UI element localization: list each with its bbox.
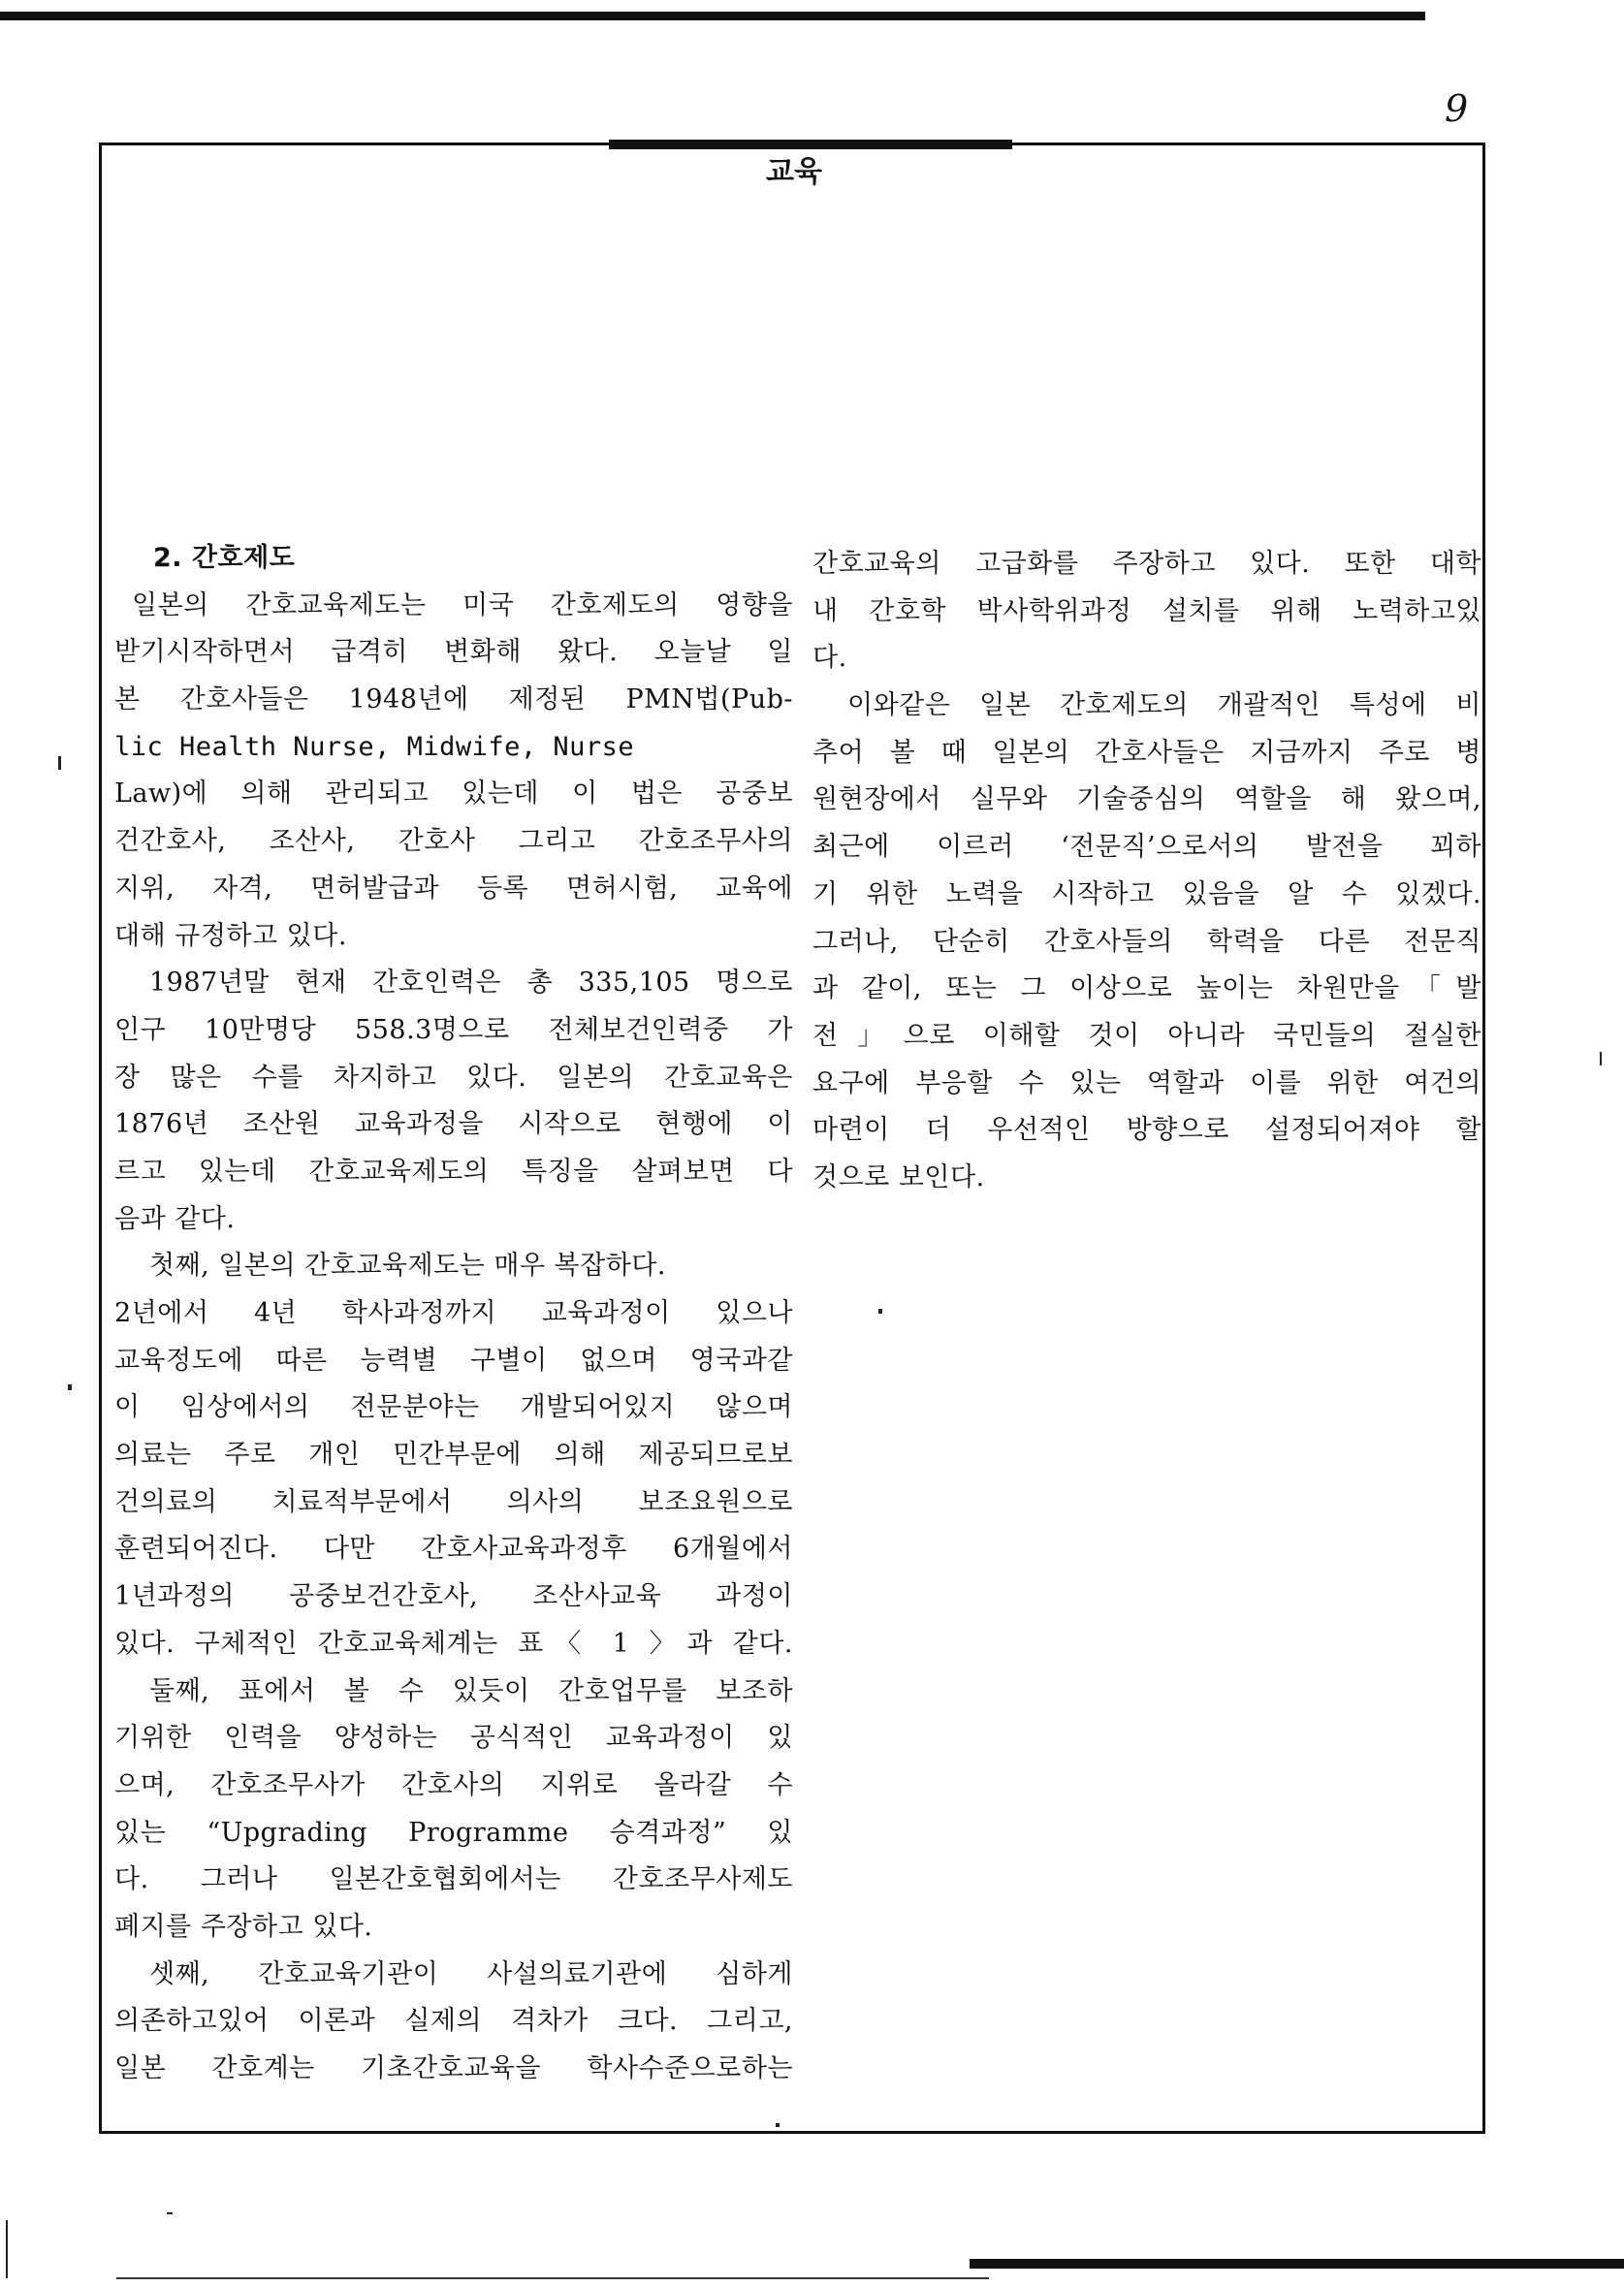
paragraph-line: 과 같이, 또는 그 이상으로 높이는 차원만을「발 [812, 973, 1481, 1004]
paragraph-line: lic Health Nurse, Midwife, Nurse [114, 731, 635, 762]
left-column [114, 535, 793, 2093]
paragraph-line: 요구에 부응할 수 있는 역할과 이를 위한 여건의 [812, 1067, 1481, 1098]
paragraph-line: 교육정도에 따른 능력별 구별이 없으며 영국과같 [114, 1345, 793, 1376]
bottom-thin-rule [116, 2277, 989, 2279]
paragraph-line: 건의료의 치료적부문에서 의사의 보조요원으로 [114, 1486, 793, 1517]
paragraph-line: 의존하고있어 이론과 실제의 격차가 크다. 그리고, [114, 2006, 793, 2037]
scan-speck [878, 1309, 882, 1314]
paragraph-line: 마련이 더 우선적인 방향으로 설정되어져야 할 [812, 1115, 1481, 1146]
paragraph-line: 그러나, 단순히 간호사들의 학력을 다른 전문직 [812, 926, 1481, 957]
paragraph-line: 추어 볼 때 일본의 간호사들은 지금까지 주로 병 [812, 737, 1481, 768]
paragraph-line: 음과 같다. [114, 1203, 236, 1234]
paragraph-line: 기 위한 노력을 시작하고 있음을 알 수 있겠다. [812, 878, 1481, 909]
frame-header-tab [609, 140, 1012, 149]
paragraph-line: 둘째, 표에서 볼 수 있듯이 간호업무를 보조하 [149, 1675, 793, 1706]
paragraph-line: 다. [812, 643, 847, 674]
paragraph-line: 받기시작하면서 급격히 변화해 왔다. 오늘날 일 [114, 637, 793, 668]
scan-speck [6, 2220, 8, 2278]
paragraph-line: 건간호사, 조산사, 간호사 그리고 간호조무사의 [114, 826, 793, 857]
paragraph-line: 훈련되어진다. 다만 간호사교육과정후 6개월에서 [114, 1534, 793, 1565]
paragraph-line: 지위, 자격, 면허발급과 등록 면허시험, 교육에 [114, 873, 793, 904]
paragraph-line: Law)에 의해 관리되고 있는데 이 법은 공중보 [114, 778, 793, 810]
paragraph-line: 간호교육의 고급화를 주장하고 있다. 또한 대학 [812, 549, 1481, 579]
paragraph-line: 이 임상에서의 전문분야는 개발되어있지 않으며 [114, 1392, 793, 1423]
paragraph-line: 으며, 간호조무사가 간호사의 지위로 올라갈 수 [114, 1769, 793, 1800]
paragraph-line: 전」으로 이해할 것이 아니라 국민들의 절실한 [812, 1020, 1481, 1051]
paragraph-line: 것으로 보인다. [812, 1161, 985, 1192]
right-column [812, 541, 1481, 1202]
paragraph-line: 첫째, 일본의 간호교육제도는 매우 복잡하다. [149, 1251, 666, 1282]
paragraph-line: 장 많은 수를 차지하고 있다. 일본의 간호교육은 [114, 1062, 793, 1093]
paragraph-line: 셋째, 간호교육기관이 사설의료기관에 심하게 [149, 1958, 793, 1989]
scan-speck [776, 2123, 780, 2127]
paragraph-line: 대해 규정하고 있다. [114, 920, 347, 951]
scan-speck [58, 756, 61, 770]
top-rule [0, 12, 1425, 20]
paragraph-line: 2년에서 4년 학사과정까지 교육과정이 있으나 [114, 1298, 793, 1328]
paragraph-line: 본 간호사들은 1948년에 제정된 PMN법(Pub- [114, 684, 793, 715]
paragraph-line: 내 간호학 박사학위과정 설치를 위해 노력하고있 [812, 595, 1481, 626]
section-heading: 2. 간호제도 [153, 543, 296, 573]
paragraph-line: 폐지를 주장하고 있다. [114, 1911, 373, 1942]
section-label: 교육 [766, 155, 822, 189]
paragraph-line: 이와같은 일본 간호제도의 개괄적인 특성에 비 [847, 690, 1481, 721]
paragraph-line: 원현장에서 실무와 기술중심의 역할을 해 왔으며, [812, 784, 1481, 815]
paragraph-line: 르고 있는데 간호교육제도의 특징을 살펴보면 다 [114, 1156, 793, 1187]
paragraph-line: 인구 10만명당 558.3명으로 전체보건인력중 가 [114, 1014, 793, 1045]
paragraph-line: 있는 “Upgrading Programme 승격과정” 있 [114, 1817, 793, 1848]
paragraph-line: 일본 간호계는 기초간호교육을 학사수준으로하는 [114, 2053, 793, 2083]
paragraph-line: 1987년말 현재 간호인력은 총 335,105 명으로 [149, 968, 793, 999]
paragraph-line: 일본의 간호교육제도는 미국 간호제도의 영향을 [132, 589, 793, 620]
paragraph-line: 기위한 인력을 양성하는 공식적인 교육과정이 있 [114, 1723, 793, 1754]
paragraph-line: 있다. 구체적인 간호교육체계는 표〈 1 〉과 같다. [114, 1628, 793, 1659]
page-number: 9 [1445, 87, 1469, 130]
scan-speck [167, 2212, 173, 2214]
paragraph-line: 1년과정의 공중보건간호사, 조산사교육 과정이 [114, 1581, 793, 1612]
paragraph-line: 의료는 주로 개인 민간부문에 의해 제공되므로보 [114, 1440, 793, 1471]
paragraph-line: 최근에 이르러 ‘전문직’으로서의 발전을 꾀하 [812, 832, 1481, 863]
paragraph-line: 1876년 조산원 교육과정을 시작으로 현행에 이 [114, 1109, 793, 1140]
scan-speck [68, 1384, 72, 1390]
bottom-rule [970, 2259, 1624, 2269]
scan-speck [1600, 1052, 1602, 1065]
paragraph-line: 다. 그러나 일본간호협회에서는 간호조무사제도 [114, 1864, 793, 1895]
